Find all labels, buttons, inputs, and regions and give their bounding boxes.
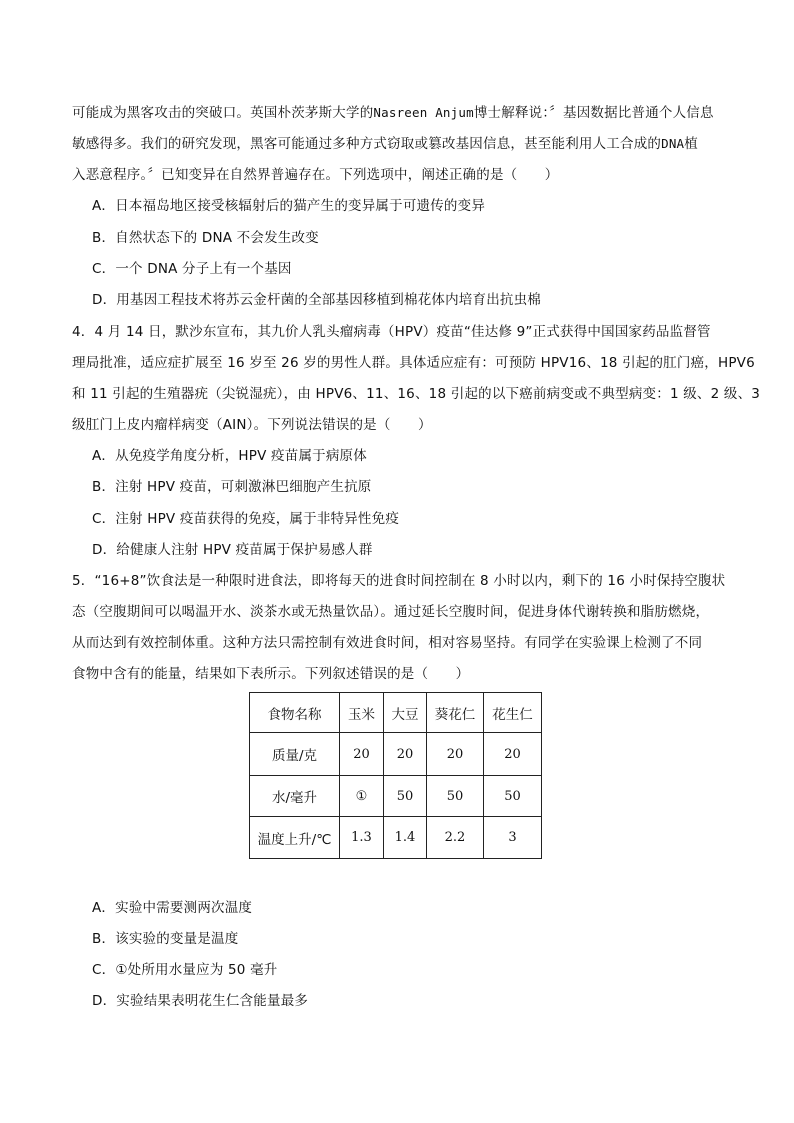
table-cell: 3: [484, 817, 542, 859]
table-cell: 2.2: [427, 817, 484, 859]
row-label-temperature-rise: 温度上升/℃: [250, 817, 340, 859]
table-cell: 1.4: [384, 817, 427, 859]
header-cell-peanut: 花生仁: [484, 693, 542, 733]
q5-stem-line-2: 态（空腹期间可以喝温开水、淡茶水或无热量饮品）。通过延长空腹时间，促进身体代谢转换和脂肪燃烧，: [72, 604, 710, 620]
q4-option-a[interactable]: A．从免疫学角度分析，HPV 疫苗属于病原体: [92, 448, 367, 464]
q3-option-a[interactable]: A．日本福岛地区接受核辐射后的猫产生的变异属于可遗传的变异: [92, 198, 486, 214]
q4-stem-line-1: 4．4 月 14 日，默沙东宣布，其九价人乳头瘤病毒（HPV）疫苗“佳达修 9”正式获得中国国家药品监督管: [72, 324, 711, 340]
q3-text-segment: 博士解释说：: [473, 105, 550, 121]
table-cell: 50: [384, 776, 427, 817]
q3-option-d[interactable]: D．用基因工程技术将苏云金杆菌的全部基因移植到棉花体内培育出抗虫棉: [92, 292, 541, 308]
q3-paragraph-line-2: [72, 134, 732, 154]
table-cell: 20: [340, 733, 384, 776]
q4-option-d[interactable]: D．给健康人注射 HPV 疫苗属于保护易感人群: [92, 542, 373, 558]
q4-option-c[interactable]: C．注射 HPV 疫苗获得的免疫，属于非特异性免疫: [92, 511, 400, 527]
researcher-name: Nasreen Anjum: [373, 105, 474, 120]
q5-stem-line-4: 食物中含有的能量，结果如下表所示。下列叙述错误的是（ ）: [72, 666, 470, 682]
table-cell: 50: [484, 776, 542, 817]
q5-option-b[interactable]: B．该实验的变量是温度: [92, 931, 239, 947]
header-cell-corn: 玉米: [340, 693, 384, 733]
q4-stem-line-3: 和 11 引起的生殖器疣（尖锐湿疣），由 HPV6、11、16、18 引起的以下癌前病变或不典型病变：1 级、2 级、3: [72, 386, 761, 402]
row-label-mass: 质量/克: [250, 733, 340, 776]
q5-stem-line-1: 5．“16+8”饮食法是一种限时进食法，即将每天的进食时间控制在 8 小时以内，剩下的 16 小时保持空腹状: [72, 573, 726, 589]
q3-option-c[interactable]: C．一个 DNA 分子上有一个基因: [92, 261, 292, 277]
table-cell: 20: [427, 733, 484, 776]
table-cell-circled-one: ①: [340, 776, 384, 817]
table-cell: 20: [384, 733, 427, 776]
table-row: [250, 776, 542, 817]
q3-paragraph-line-1: [72, 103, 732, 123]
table-row: [250, 733, 542, 776]
q3-paragraph-line-3: 入恶意程序。〞已知变异在自然界普遍存在。下列选项中，阐述正确的是（ ）: [72, 167, 559, 183]
table-row: [250, 817, 542, 859]
q5-option-a[interactable]: A．实验中需要测两次温度: [92, 900, 253, 916]
q4-stem-line-2: 理局批准，适应症扩展至 16 岁至 26 岁的男性人群。具体适应症有：可预防 HPV16、18 引起的肛门癌，HPV6: [72, 355, 755, 371]
q4-option-b[interactable]: B．注射 HPV 疫苗，可刺激淋巴细胞产生抗原: [92, 479, 372, 495]
q4-stem-line-4: 级肛门上皮内瘤样病变（AIN）。下列说法错误的是（ ）: [72, 417, 432, 433]
header-cell-food-name: 食物名称: [250, 693, 340, 733]
header-cell-soybean: 大豆: [384, 693, 427, 733]
table-cell: 1.3: [340, 817, 384, 859]
q3-option-b[interactable]: B．自然状态下的 DNA 不会发生改变: [92, 230, 319, 246]
dna-term: DNA: [661, 136, 685, 151]
q5-stem-line-3: 从而达到有效控制体重。这种方法只需控制有效进食时间，相对容易坚持。有同学在实验课上检测了不同: [72, 635, 703, 651]
q5-option-d[interactable]: D．实验结果表明花生仁含能量最多: [92, 993, 309, 1009]
row-label-water: 水/毫升: [250, 776, 340, 817]
q3-text-segment: 敏感得多。我们的研究发现，黑客可能通过多种方式窃取或篡改基因信息，甚至能利用人工合成的: [72, 136, 662, 152]
header-cell-sunflower-seed: 葵花仁: [427, 693, 484, 733]
food-energy-table: [249, 692, 542, 859]
q3-text-segment: 可能成为黑客攻击的突破口。英国朴茨茅斯大学的: [72, 105, 374, 121]
table-cell: 50: [427, 776, 484, 817]
q5-option-c[interactable]: C．①处所用水量应为 50 毫升: [92, 962, 278, 978]
table-cell: 20: [484, 733, 542, 776]
q3-quote-start: 〞基因数据比普通个人信息: [549, 105, 714, 121]
table-header-row: [250, 693, 542, 733]
q3-text-segment: 植: [684, 136, 698, 152]
